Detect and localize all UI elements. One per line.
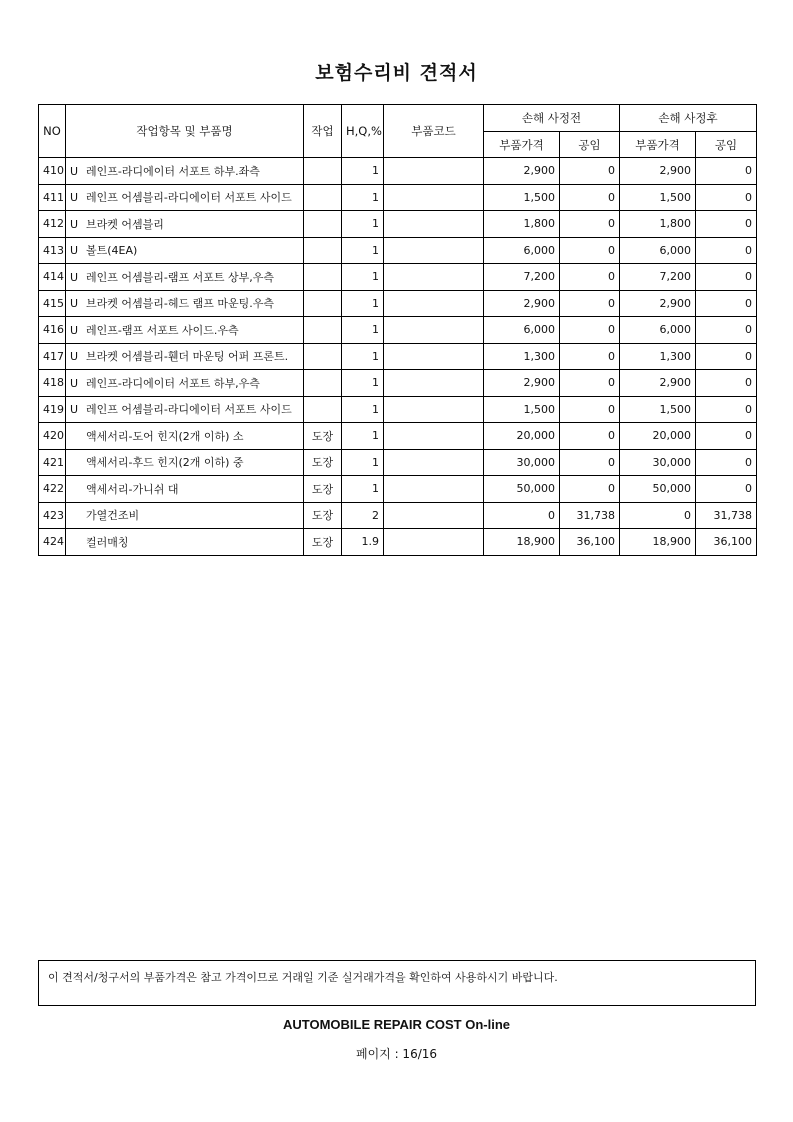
row-work bbox=[304, 370, 342, 397]
row-part-code bbox=[384, 370, 484, 397]
row-item-name bbox=[66, 529, 304, 556]
table-row bbox=[39, 317, 757, 344]
row-hq: 1.9 bbox=[342, 529, 384, 556]
row-work bbox=[304, 396, 342, 423]
row-hq: 1 bbox=[342, 449, 384, 476]
table-row bbox=[39, 343, 757, 370]
row-flag: U bbox=[70, 403, 79, 417]
row-after-labor: 0 bbox=[696, 449, 757, 476]
row-after-price: 2,900 bbox=[620, 370, 696, 397]
header-before-price: 부품가격 bbox=[484, 132, 560, 158]
row-before-labor: 0 bbox=[560, 396, 620, 423]
row-no: 418 bbox=[39, 370, 66, 397]
document-title: 보험수리비 견적서 bbox=[315, 62, 478, 84]
row-item-name bbox=[66, 237, 304, 264]
estimate-table bbox=[38, 104, 757, 556]
row-item-text: 액세서리-후드 힌지(2개 이하) 중 bbox=[86, 456, 244, 470]
row-work bbox=[304, 184, 342, 211]
row-flag: U bbox=[70, 297, 79, 311]
row-after-price: 0 bbox=[620, 502, 696, 529]
row-item-text: 브라켓 어셈블리 bbox=[86, 217, 164, 231]
row-before-labor: 31,738 bbox=[560, 502, 620, 529]
row-item-name bbox=[66, 502, 304, 529]
row-item-text: 레인프 어셈블리-램프 서포트 상부,우측 bbox=[86, 270, 274, 284]
row-hq: 1 bbox=[342, 211, 384, 238]
row-before-labor: 0 bbox=[560, 264, 620, 291]
row-item-text: 레인프-라디에이터 서포트 하부.좌측 bbox=[86, 164, 260, 178]
row-after-price: 7,200 bbox=[620, 264, 696, 291]
row-before-price: 7,200 bbox=[484, 264, 560, 291]
row-after-price: 6,000 bbox=[620, 237, 696, 264]
table-row bbox=[39, 290, 757, 317]
row-no: 416 bbox=[39, 317, 66, 344]
row-before-labor: 0 bbox=[560, 370, 620, 397]
row-item-text: 레인프 어셈블리-라디에이터 서포트 사이드 bbox=[86, 191, 292, 205]
table-row bbox=[39, 370, 757, 397]
row-after-labor: 0 bbox=[696, 211, 757, 238]
row-hq: 1 bbox=[342, 237, 384, 264]
row-part-code bbox=[384, 396, 484, 423]
row-part-code bbox=[384, 423, 484, 450]
row-no: 419 bbox=[39, 396, 66, 423]
row-before-labor: 0 bbox=[560, 423, 620, 450]
row-before-price: 6,000 bbox=[484, 317, 560, 344]
row-item-name bbox=[66, 317, 304, 344]
row-no: 415 bbox=[39, 290, 66, 317]
row-after-labor: 0 bbox=[696, 184, 757, 211]
row-before-price: 1,300 bbox=[484, 343, 560, 370]
row-part-code bbox=[384, 264, 484, 291]
row-no: 424 bbox=[39, 529, 66, 556]
row-item-name bbox=[66, 476, 304, 503]
row-before-price: 30,000 bbox=[484, 449, 560, 476]
row-item-text: 액세서리-도어 힌지(2개 이하) 소 bbox=[86, 429, 244, 443]
row-item-text: 레인프-라디에이터 서포트 하부,우측 bbox=[86, 376, 260, 390]
table-row bbox=[39, 184, 757, 211]
row-before-price: 2,900 bbox=[484, 158, 560, 185]
row-part-code bbox=[384, 529, 484, 556]
row-flag: U bbox=[70, 376, 79, 390]
row-part-code bbox=[384, 290, 484, 317]
row-work: 도장 bbox=[304, 529, 342, 556]
row-no: 422 bbox=[39, 476, 66, 503]
estimate-rows bbox=[39, 158, 757, 556]
row-after-labor: 0 bbox=[696, 396, 757, 423]
row-before-labor: 0 bbox=[560, 184, 620, 211]
row-work: 도장 bbox=[304, 476, 342, 503]
row-before-price: 2,900 bbox=[484, 370, 560, 397]
row-before-labor: 0 bbox=[560, 290, 620, 317]
row-flag: U bbox=[70, 270, 79, 284]
row-hq: 1 bbox=[342, 317, 384, 344]
row-work bbox=[304, 317, 342, 344]
row-part-code bbox=[384, 158, 484, 185]
row-after-price: 50,000 bbox=[620, 476, 696, 503]
row-item-name bbox=[66, 343, 304, 370]
row-item-name bbox=[66, 184, 304, 211]
row-before-price: 20,000 bbox=[484, 423, 560, 450]
row-item-text: 가열건조비 bbox=[86, 509, 140, 523]
table-row bbox=[39, 476, 757, 503]
row-part-code bbox=[384, 449, 484, 476]
row-work bbox=[304, 290, 342, 317]
row-hq: 1 bbox=[342, 158, 384, 185]
row-before-price: 2,900 bbox=[484, 290, 560, 317]
row-flag: U bbox=[70, 164, 79, 178]
row-after-labor: 0 bbox=[696, 237, 757, 264]
row-no: 420 bbox=[39, 423, 66, 450]
row-after-labor: 0 bbox=[696, 290, 757, 317]
row-hq: 1 bbox=[342, 184, 384, 211]
row-after-price: 6,000 bbox=[620, 317, 696, 344]
row-before-labor: 0 bbox=[560, 317, 620, 344]
header-code: 부품코드 bbox=[384, 105, 484, 158]
row-before-price: 6,000 bbox=[484, 237, 560, 264]
row-item-text: 레인프 어셈블리-라디에이터 서포트 사이드 bbox=[86, 403, 292, 417]
row-part-code bbox=[384, 343, 484, 370]
row-work bbox=[304, 237, 342, 264]
row-work bbox=[304, 343, 342, 370]
row-after-price: 30,000 bbox=[620, 449, 696, 476]
row-before-labor: 0 bbox=[560, 158, 620, 185]
row-flag: U bbox=[70, 350, 79, 364]
row-before-price: 18,900 bbox=[484, 529, 560, 556]
row-hq: 1 bbox=[342, 423, 384, 450]
row-no: 411 bbox=[39, 184, 66, 211]
row-item-text: 컬러매칭 bbox=[86, 535, 129, 549]
row-before-price: 50,000 bbox=[484, 476, 560, 503]
row-no: 414 bbox=[39, 264, 66, 291]
row-part-code bbox=[384, 237, 484, 264]
header-before-labor: 공임 bbox=[560, 132, 620, 158]
table-row bbox=[39, 396, 757, 423]
row-after-labor: 31,738 bbox=[696, 502, 757, 529]
header-no: NO bbox=[39, 105, 66, 158]
row-item-name bbox=[66, 158, 304, 185]
row-item-text: 레인프-램프 서포트 사이드.우측 bbox=[86, 323, 239, 337]
row-item-name bbox=[66, 211, 304, 238]
row-item-name bbox=[66, 449, 304, 476]
row-after-labor: 36,100 bbox=[696, 529, 757, 556]
row-part-code bbox=[384, 502, 484, 529]
row-before-labor: 36,100 bbox=[560, 529, 620, 556]
row-part-code bbox=[384, 184, 484, 211]
row-after-labor: 0 bbox=[696, 317, 757, 344]
row-before-labor: 0 bbox=[560, 476, 620, 503]
table-row bbox=[39, 264, 757, 291]
row-hq: 1 bbox=[342, 290, 384, 317]
row-flag: U bbox=[70, 191, 79, 205]
header-after-adjustment: 손해 사정후 bbox=[620, 105, 757, 132]
row-hq: 1 bbox=[342, 370, 384, 397]
row-before-labor: 0 bbox=[560, 343, 620, 370]
row-after-price: 1,300 bbox=[620, 343, 696, 370]
row-before-price: 1,500 bbox=[484, 184, 560, 211]
row-after-price: 18,900 bbox=[620, 529, 696, 556]
row-work: 도장 bbox=[304, 423, 342, 450]
row-after-labor: 0 bbox=[696, 264, 757, 291]
row-before-labor: 0 bbox=[560, 237, 620, 264]
row-after-labor: 0 bbox=[696, 370, 757, 397]
row-item-name bbox=[66, 423, 304, 450]
row-after-price: 1,500 bbox=[620, 184, 696, 211]
page-number: 페이지 : 16/16 bbox=[355, 1047, 438, 1061]
row-work: 도장 bbox=[304, 449, 342, 476]
header-hq: H,Q,% bbox=[342, 105, 384, 158]
row-item-text: 브라켓 어셈블리-휀더 마운팅 어퍼 프론트. bbox=[86, 350, 289, 364]
row-flag: U bbox=[70, 244, 79, 258]
row-before-price: 0 bbox=[484, 502, 560, 529]
row-item-name bbox=[66, 290, 304, 317]
row-before-price: 1,800 bbox=[484, 211, 560, 238]
row-after-price: 2,900 bbox=[620, 158, 696, 185]
row-no: 423 bbox=[39, 502, 66, 529]
header-item: 작업항목 및 부품명 bbox=[66, 105, 304, 158]
row-hq: 1 bbox=[342, 396, 384, 423]
table-row bbox=[39, 158, 757, 185]
row-before-labor: 0 bbox=[560, 211, 620, 238]
row-no: 421 bbox=[39, 449, 66, 476]
row-after-price: 1,800 bbox=[620, 211, 696, 238]
row-item-name bbox=[66, 396, 304, 423]
notice-box bbox=[38, 960, 756, 1006]
row-no: 410 bbox=[39, 158, 66, 185]
row-no: 412 bbox=[39, 211, 66, 238]
row-after-price: 1,500 bbox=[620, 396, 696, 423]
row-no: 413 bbox=[39, 237, 66, 264]
row-after-labor: 0 bbox=[696, 158, 757, 185]
row-after-labor: 0 bbox=[696, 423, 757, 450]
notice-text: 이 견적서/청구서의 부품가격은 참고 가격이므로 거래일 기준 실거래가격을 확인하여 사용하시기 바랍니다. bbox=[48, 971, 558, 984]
header-before-adjustment: 손해 사정전 bbox=[484, 105, 620, 132]
footer-brand: AUTOMOBILE REPAIR COST On-line bbox=[282, 1017, 511, 1032]
header-after-labor: 공임 bbox=[696, 132, 757, 158]
row-after-price: 20,000 bbox=[620, 423, 696, 450]
row-work: 도장 bbox=[304, 502, 342, 529]
row-item-text: 볼트(4EA) bbox=[86, 244, 138, 258]
row-flag: U bbox=[70, 323, 79, 337]
header-work: 작업 bbox=[304, 105, 342, 158]
row-before-price: 1,500 bbox=[484, 396, 560, 423]
row-after-labor: 0 bbox=[696, 476, 757, 503]
row-before-labor: 0 bbox=[560, 449, 620, 476]
table-row bbox=[39, 237, 757, 264]
row-after-labor: 0 bbox=[696, 343, 757, 370]
header-after-price: 부품가격 bbox=[620, 132, 696, 158]
table-row bbox=[39, 449, 757, 476]
table-row bbox=[39, 211, 757, 238]
row-part-code bbox=[384, 317, 484, 344]
row-item-text: 액세서리-가니쉬 대 bbox=[86, 482, 179, 496]
row-hq: 2 bbox=[342, 502, 384, 529]
row-item-name bbox=[66, 264, 304, 291]
row-work bbox=[304, 264, 342, 291]
row-hq: 1 bbox=[342, 264, 384, 291]
table-row bbox=[39, 529, 757, 556]
table-row bbox=[39, 423, 757, 450]
row-item-name bbox=[66, 370, 304, 397]
row-flag: U bbox=[70, 217, 79, 231]
row-hq: 1 bbox=[342, 343, 384, 370]
table-row bbox=[39, 502, 757, 529]
row-part-code bbox=[384, 211, 484, 238]
row-hq: 1 bbox=[342, 476, 384, 503]
row-part-code bbox=[384, 476, 484, 503]
row-work bbox=[304, 158, 342, 185]
row-after-price: 2,900 bbox=[620, 290, 696, 317]
row-no: 417 bbox=[39, 343, 66, 370]
row-work bbox=[304, 211, 342, 238]
row-item-text: 브라켓 어셈블리-헤드 램프 마운팅.우측 bbox=[86, 297, 274, 311]
